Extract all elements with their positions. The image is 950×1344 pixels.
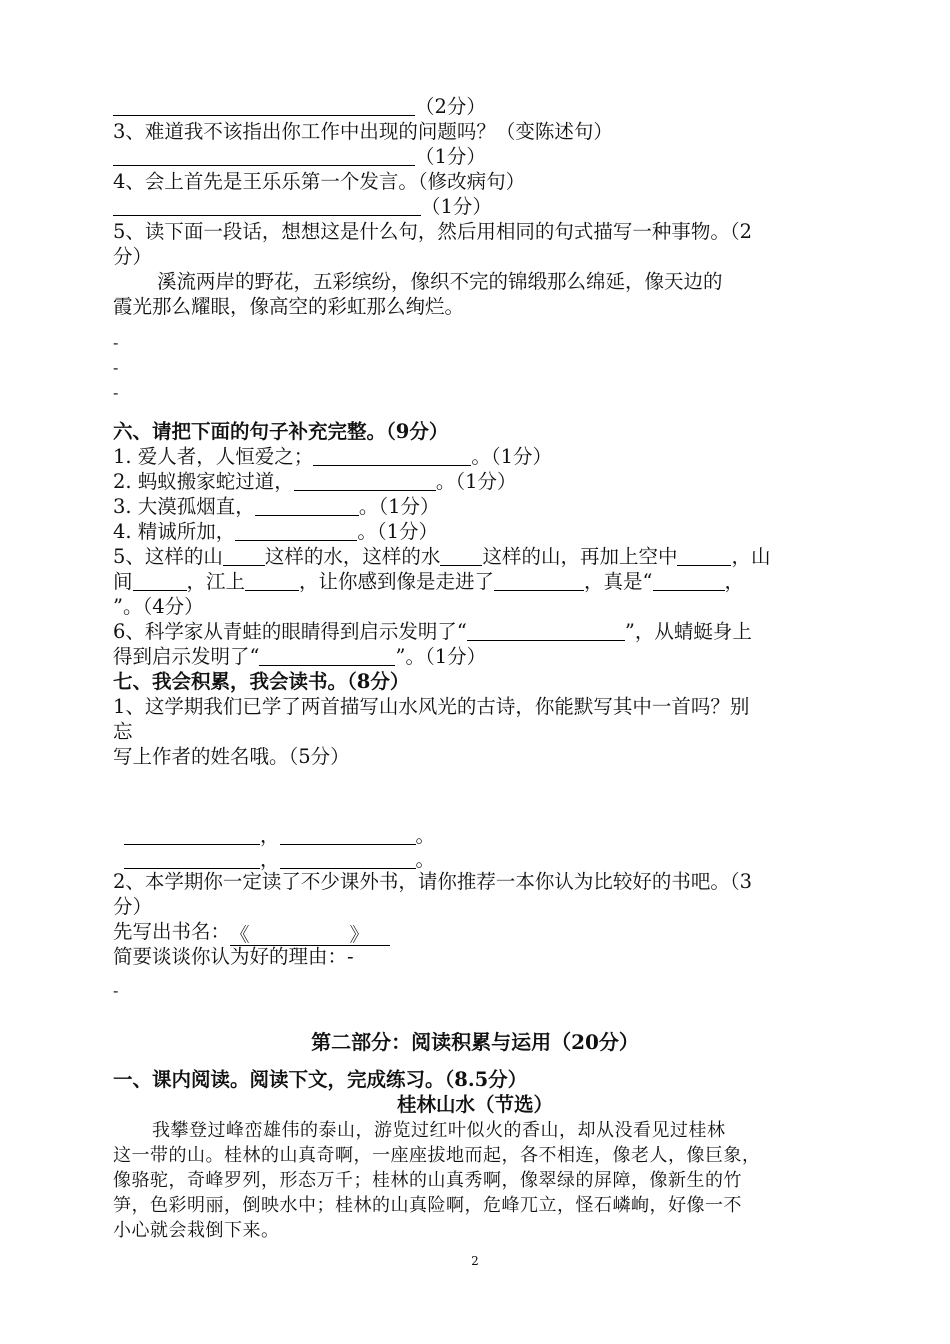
question-4: 4、会上首先是王乐乐第一个发言。（修改病句） xyxy=(113,170,526,193)
answer-dash[interactable]: - xyxy=(347,945,354,968)
s6-question-5-cont: 间 ，江上 ，让你感到像是走进了 ，真是“ ， xyxy=(113,570,745,593)
answer-line-4: （1分） xyxy=(113,195,492,219)
reason-line: 简要谈谈你认为好的理由：- xyxy=(113,945,354,968)
blank-line[interactable] xyxy=(313,446,471,466)
article-line: 小心就会栽倒下来。 xyxy=(113,1220,280,1241)
blank-line[interactable] xyxy=(440,546,482,566)
blank-line[interactable] xyxy=(280,849,416,869)
s7-question-2-cont: 分） xyxy=(113,895,153,918)
article-line: 这一带的山。桂林的山真奇啊，一座座拔地而起，各不相连，像老人，像巨象， xyxy=(113,1145,761,1166)
s6-question-3: 3. 大漠孤烟直， 。（1分） xyxy=(113,495,440,518)
s6-question-5: 5、这样的山 这样的水，这样的水 这样的山，再加上空中 ，山 xyxy=(113,545,771,568)
blank-line[interactable] xyxy=(294,471,436,491)
blank-line[interactable] xyxy=(677,546,731,566)
s6-question-2: 2. 蚂蚁搬家蛇过道， 。（1分） xyxy=(113,470,517,493)
answer-dash[interactable]: - xyxy=(113,981,119,1000)
section-7-title: 七、我会积累，我会读书。（8分） xyxy=(113,670,410,693)
answer-dash[interactable]: - xyxy=(113,333,119,352)
s7-question-1: 1、这学期我们已学了两首描写山水风光的古诗，你能默写其中一首吗？别 xyxy=(113,695,750,718)
blank-line[interactable] xyxy=(255,496,359,516)
answer-line-3: （1分） xyxy=(113,145,486,169)
question-3: 3、难道我不该指出你工作中出现的问题吗？（变陈述句） xyxy=(113,120,613,143)
article-line: 我攀登过峰峦雄伟的泰山，游览过红叶似火的香山，却从没看见过桂林 xyxy=(152,1120,726,1141)
blank-line[interactable] xyxy=(467,621,625,641)
passage-line: 溪流两岸的野花，五彩缤纷，像织不完的锦缎那么绵延，像天边的 xyxy=(157,270,723,293)
part-2-title: 第二部分：阅读积累与运用（20分） xyxy=(311,1030,639,1054)
blank-line[interactable] xyxy=(113,96,415,116)
s6-question-6-cont: 得到启示发明了“ ”。（1分） xyxy=(113,645,487,668)
page-number: 2 xyxy=(471,1254,479,1268)
blank-line[interactable] xyxy=(494,571,584,591)
passage-line: 霞光那么耀眼，像高空的彩虹那么绚烂。 xyxy=(113,295,465,318)
reading-section-title: 一、课内阅读。阅读下文，完成练习。（8.5分） xyxy=(113,1068,528,1091)
answer-dash[interactable]: - xyxy=(113,383,119,402)
s7-question-1-cont2: 写上作者的姓名哦。（5分） xyxy=(113,745,350,768)
answer-dash[interactable]: - xyxy=(113,358,119,377)
section-6-title: 六、请把下面的句子补充完整。（9分） xyxy=(113,420,449,443)
blank-line[interactable] xyxy=(245,571,299,591)
blank-line[interactable] xyxy=(124,849,260,869)
blank-line[interactable] xyxy=(113,146,415,166)
s6-question-1: 1. 爱人者，人恒爱之； 。（1分） xyxy=(113,445,552,468)
book-title-line: 先写出书名：《 》 xyxy=(113,920,390,946)
article-title: 桂林山水（节选） xyxy=(396,1093,553,1116)
blank-line[interactable] xyxy=(113,196,421,216)
blank-line[interactable] xyxy=(133,571,187,591)
s6-question-6: 6、科学家从青蛙的眼睛得到启示发明了“ ”，从蜻蜓身上 xyxy=(113,620,752,643)
answer-line-2: （2分） xyxy=(113,95,486,119)
article-line: 像骆驼，奇峰罗列，形态万千；桂林的山真秀啊，像翠绿的屏障，像新生的竹 xyxy=(113,1170,742,1191)
article-line: 笋，色彩明丽，倒映水中；桂林的山真险啊，危峰兀立，怪石嶙峋，好像一不 xyxy=(113,1195,742,1216)
question-5-cont: 分） xyxy=(113,245,153,268)
blank-line[interactable] xyxy=(124,825,260,845)
question-5: 5、读下面一段话，想想这是什么句，然后用相同的句式描写一种事物。（2 xyxy=(113,220,753,243)
s7-question-2: 2、本学期你一定读了不少课外书，请你推荐一本你认为比较好的书吧。（3 xyxy=(113,870,753,893)
book-title-blank[interactable]: 《 》 xyxy=(230,923,390,946)
blank-line[interactable] xyxy=(653,571,725,591)
blank-line[interactable] xyxy=(280,825,416,845)
poem-answer-line: ， 。 xyxy=(124,824,435,848)
blank-line[interactable] xyxy=(259,646,395,666)
blank-line[interactable] xyxy=(223,546,265,566)
s6-question-5-end: ”。（4分） xyxy=(113,595,204,618)
poem-answer-line: ， 。 xyxy=(124,848,435,872)
s7-question-1-cont: 忘 xyxy=(113,720,133,743)
blank-line[interactable] xyxy=(235,521,357,541)
s6-question-4: 4. 精诚所加， 。（1分） xyxy=(113,520,438,543)
